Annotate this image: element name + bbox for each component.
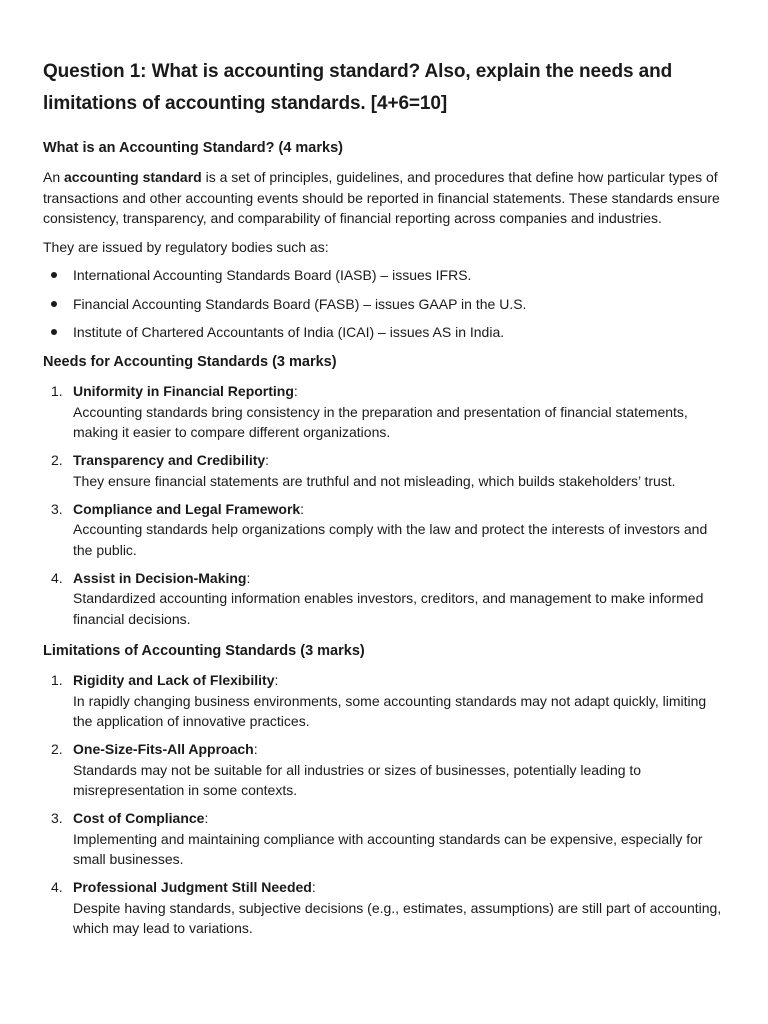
item-text: In rapidly changing business environments, some accounting standards may not adapt quickly, limiting the application of innovative practices. — [73, 692, 707, 729]
item-title: One-Size-Fits-All Approach — [73, 741, 254, 757]
item-number: 2. — [51, 741, 63, 757]
list-item — [43, 294, 728, 314]
section-heading-limitations: Limitations of Accounting Standards (3 marks) — [43, 643, 365, 659]
item-text: Standards may not be suitable for all industries or sizes of businesses, potentially leading to misrepresentation in some contexts. — [73, 761, 642, 798]
item-text: Implementing and maintaining compliance with accounting standards can be expensive, especially for small businesses. — [73, 830, 703, 867]
item-number: 2. — [51, 452, 63, 468]
bullet-icon — [51, 329, 57, 335]
definition-paragraph — [43, 167, 728, 229]
list-item — [43, 265, 728, 285]
list-item: 3. Cost of Compliance: Implementing and maintaining compliance with accounting standards can be expensive, especially for small businesses. — [43, 808, 728, 870]
item-number: 4. — [51, 569, 63, 586]
item-number: 4. — [51, 879, 63, 895]
bullet-icon — [51, 301, 57, 307]
list-item: 1. Uniformity in Financial Reporting: Accounting standards bring consistency in the preparation and presentation of financial statements, making it easier to compare different organizations. — [43, 381, 728, 443]
item-number: 3. — [51, 500, 63, 517]
limitations-list — [43, 670, 728, 939]
list-item: 2. One-Size-Fits-All Approach: Standards may not be suitable for all industries or sizes of businesses, potentially leading to misrepresentation in some contexts. — [43, 739, 728, 801]
question-title: Question 1: What is accounting standard? Also, explain the needs and limitations of accounting standards. [4+6=10] — [43, 61, 673, 114]
item-text: Standardized accounting information enables investors, creditors, and management to make informed financial decisions. — [73, 590, 704, 627]
definition-intro-post: is a set of principles, guidelines, and procedures that define how particular types of transactions and other accounting events should be reported in financial statements. These standards ensure consistency, transparency, and comparability of financial reporting across companies and industries. — [43, 169, 720, 226]
item-title: Compliance and Legal Framework — [73, 500, 301, 517]
list-item — [43, 322, 728, 342]
regulatory-bodies-list — [43, 265, 728, 342]
list-item: 1. Rigidity and Lack of Flexibility: In rapidly changing business environments, some accounting standards may not adapt quickly, limiting the application of innovative practices. — [43, 670, 728, 732]
item-text: They ensure financial statements are truthful and not misleading, which builds stakeholders’ trust. — [73, 472, 676, 489]
section-heading-needs: Needs for Accounting Standards (3 marks) — [43, 354, 337, 370]
list-item: 4. Assist in Decision-Making: Standardized accounting information enables investors, creditors, and management to make informed financial decisions. — [43, 568, 728, 630]
item-text: Accounting standards bring consistency in the preparation and presentation of financial statements, making it easier to compare different organizations. — [73, 403, 688, 440]
item-number: 1. — [51, 672, 63, 688]
list-item-text: Institute of Chartered Accountants of India (ICAI) – issues AS in India. — [73, 324, 505, 340]
item-title: Professional Judgment Still Needed — [73, 879, 312, 895]
item-number: 3. — [51, 810, 63, 826]
item-title: Cost of Compliance — [73, 810, 205, 826]
item-number: 1. — [51, 383, 63, 399]
list-item-text: International Accounting Standards Board (IASB) – issues IFRS. — [73, 267, 472, 283]
definition-intro-pre: An — [43, 169, 65, 185]
needs-list — [43, 381, 728, 629]
item-title: Assist in Decision-Making — [73, 569, 247, 586]
list-item: 4. Professional Judgment Still Needed: Despite having standards, subjective decisions (e.g., estimates, assumptions) are still part of accounting, which may lead to variations. — [43, 877, 728, 939]
item-title: Transparency and Credibility — [73, 452, 266, 468]
item-title: Rigidity and Lack of Flexibility — [73, 672, 275, 688]
item-text: Accounting standards help organizations comply with the law and protect the interests of investors and the public. — [73, 521, 708, 558]
section-heading-what-is: What is an Accounting Standard? (4 marks) — [43, 140, 343, 156]
bullet-icon — [51, 272, 57, 278]
item-title: Uniformity in Financial Reporting — [73, 383, 294, 399]
list-item: 2. Transparency and Credibility: They ensure financial statements are truthful and not misleading, which builds stakeholders’ trust. — [43, 450, 728, 491]
item-text: Despite having standards, subjective decisions (e.g., estimates, assumptions) are still part of accounting, which may lead to variations. — [73, 899, 722, 936]
list-item: 3. Compliance and Legal Framework: Accounting standards help organizations comply with the law and protect the interests of investors and the public. — [43, 499, 728, 561]
issued-by-paragraph: They are issued by regulatory bodies such as: — [43, 238, 329, 255]
definition-term: accounting standard — [64, 169, 202, 185]
list-item-text: Financial Accounting Standards Board (FASB) – issues GAAP in the U.S. — [73, 295, 527, 312]
